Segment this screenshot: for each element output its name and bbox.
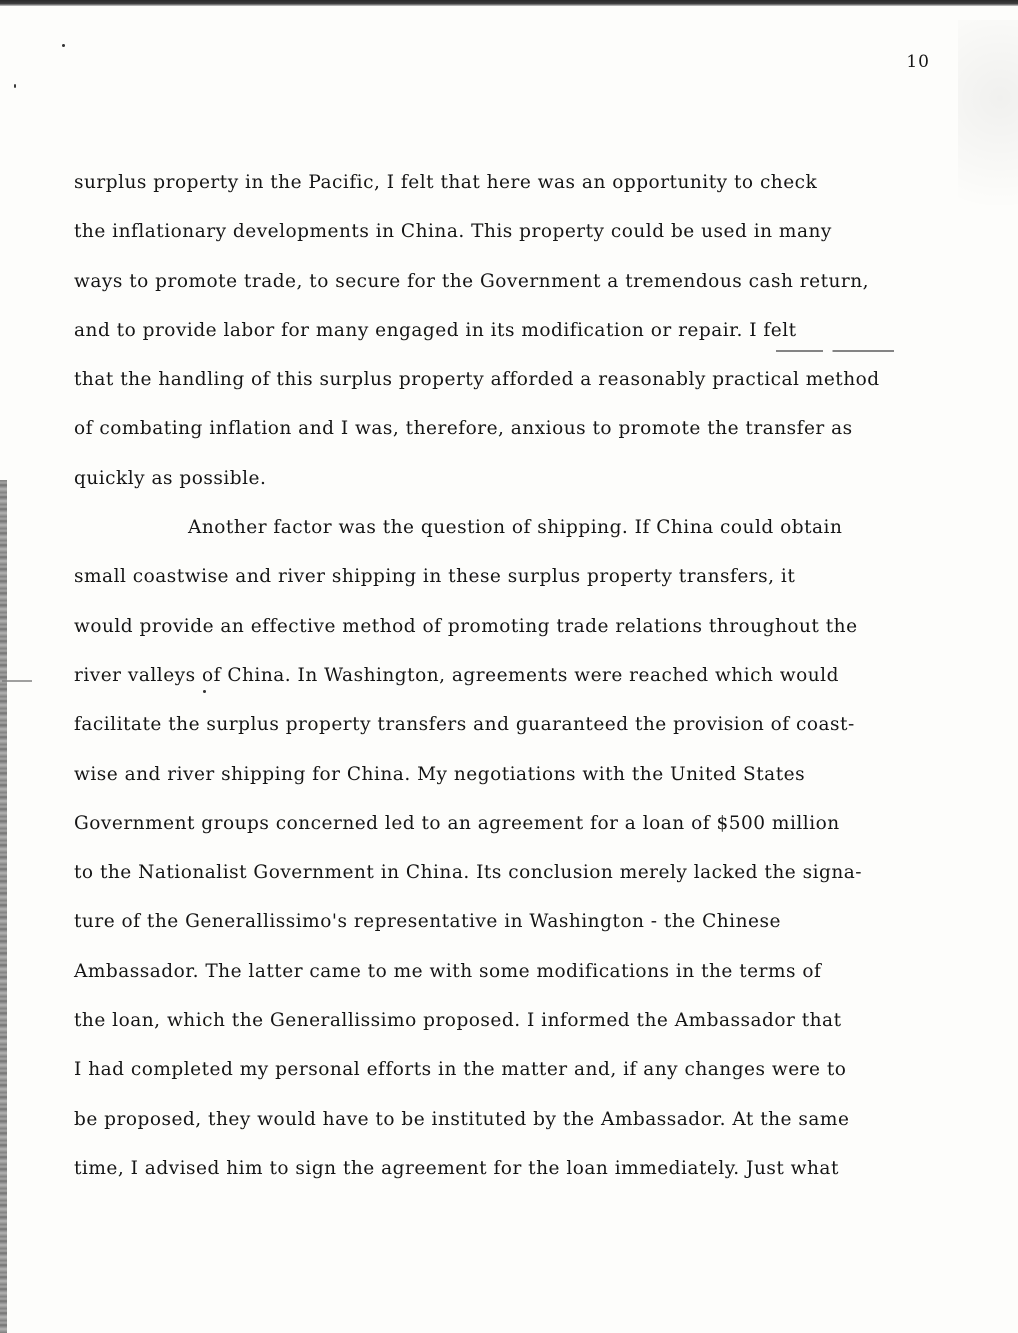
text-line: the inflationary developments in China. This property could be used in many <box>74 221 832 243</box>
text-line: Government groups concerned led to an agreement for a loan of $500 million <box>74 812 840 834</box>
text-line: to the Nationalist Government in China. Its conclusion merely lacked the signa- <box>74 862 863 884</box>
page-number: 10 <box>906 52 930 72</box>
text-line: I had completed my personal efforts in the matter and, if any changes were to <box>74 1059 847 1081</box>
text-line: quickly as possible. <box>74 467 267 489</box>
scan-noise <box>958 20 1018 280</box>
speck <box>62 44 65 47</box>
text-line: would provide an effective method of promoting trade relations throughout the <box>74 615 858 637</box>
text-line: of combating inflation and I was, therefore, anxious to promote the transfer as <box>74 418 853 440</box>
text-line: the loan, which the Generallissimo proposed. I informed the Ambassador that <box>74 1010 842 1032</box>
text-line: wise and river shipping for China. My negotiations with the United States <box>74 763 806 785</box>
text-line: ture of the Generallissimo's representative in Washington - the Chinese <box>74 911 781 933</box>
scan-left-edge <box>0 480 7 1333</box>
text-line: be proposed, they would have to be instituted by the Ambassador. At the same <box>74 1108 850 1130</box>
speck <box>14 84 16 88</box>
scan-top-border <box>0 0 1018 6</box>
text-line: surplus property in the Pacific, I felt that here was an opportunity to check <box>74 172 818 193</box>
text-line: facilitate the surplus property transfers and guaranteed the provision of coast- <box>74 714 855 736</box>
paragraph-start-line: Another factor was the question of shipping. If China could obtain <box>188 517 843 539</box>
margin-mark <box>2 680 32 682</box>
text-line: small coastwise and river shipping in these surplus property transfers, it <box>74 566 796 588</box>
text-line: time, I advised him to sign the agreement for the loan immediately. Just what <box>74 1157 839 1179</box>
text-line: that the handling of this surplus property afforded a reasonably practical method <box>74 369 880 391</box>
text-line: river valleys of China. In Washington, agreements were reached which would <box>74 664 839 686</box>
text-line: and to provide labor for many engaged in its modification or repair. I felt <box>74 319 797 341</box>
body-text <box>74 166 964 1201</box>
text-line: ways to promote trade, to secure for the Government a tremendous cash return, <box>74 270 870 292</box>
text-line: Ambassador. The latter came to me with some modifications in the terms of <box>74 960 822 982</box>
